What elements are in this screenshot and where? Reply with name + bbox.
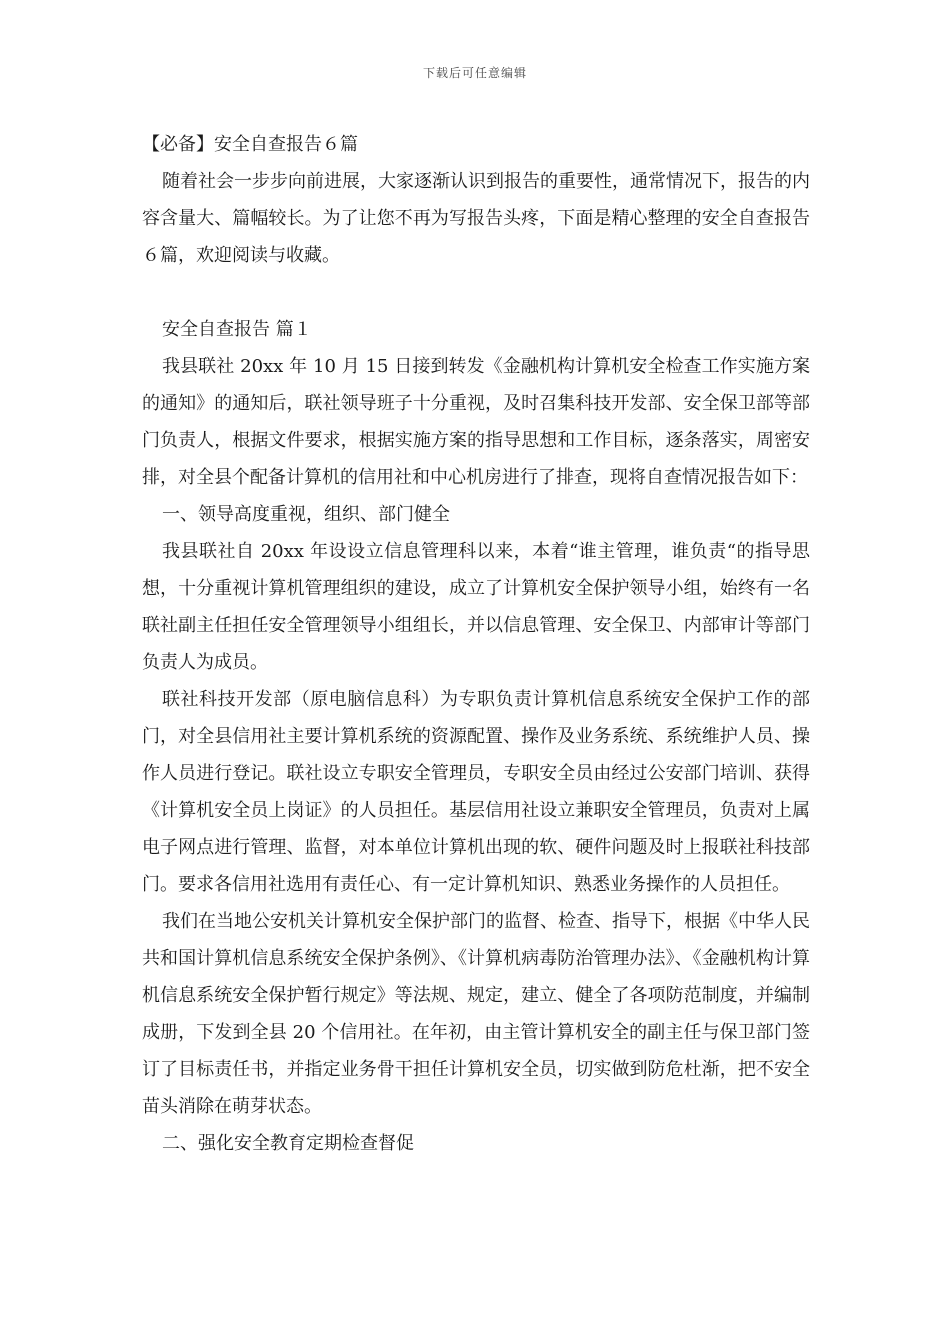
document-title: 【必备】安全自查报告６篇 <box>142 134 358 155</box>
document-body <box>142 126 810 1162</box>
paragraph-1: 我县联社 20xx 年 10 月 15 日接到转发《金融机构计算机安全检查工作实施方案的通知》的通知后，联社领导班子十分重视，及时召集科技开发部、安全保卫部等部门负责人，根据文件要求，根据实施方案的指导思想和工作目标，逐条落实，周密安排，对全县个配备计算机的信用社和中心机房进行了排查，现将自查情况报告如下： <box>142 356 810 488</box>
section-title: 安全自查报告 篇１ <box>162 319 312 340</box>
heading-1: 一、领导高度重视，组织、部门健全 <box>162 504 450 525</box>
paragraph-3: 联社科技开发部（原电脑信息科）为专职负责计算机信息系统安全保护工作的部门，对全县信用社主要计算机系统的资源配置、操作及业务系统、系统维护人员、操作人员进行登记。联社设立专职安全管理员，专职安全员由经过公安部门培训、获得《计算机安全员上岗证》的人员担任。基层信用社设立兼职安全管理员，负责对上属电子网点进行管理、监督，对本单位计算机出现的软、硬件问题及时上报联社科技部门。要求各信用社选用有责任心、有一定计算机知识、熟悉业务操作的人员担任。 <box>142 689 810 895</box>
paragraph-spacer <box>142 274 810 311</box>
heading-2: 二、强化安全教育定期检查督促 <box>162 1133 414 1154</box>
page-header-note: 下载后可任意编辑 <box>422 66 527 80</box>
paragraph-4: 我们在当地公安机关计算机安全保护部门的监督、检查、指导下，根据《中华人民共和国计算机信息系统安全保护条例》、《计算机病毒防治管理办法》、《金融机构计算机信息系统安全保护暂行规定》等法规、规定，建立、健全了各项防范制度，并编制成册，下发到全县 20 个信用社。在年初，由主管计算机安全的副主任与保卫部门签订了目标责任书，并指定业务骨干担任计算机安全员，切实做到防危杜渐，把不安全苗头消除在萌芽状态。 <box>142 911 810 1117</box>
intro-paragraph: 随着社会一步步向前进展，大家逐渐认识到报告的重要性，通常情况下，报告的内容含量大、篇幅较长。为了让您不再为写报告头疼，下面是精心整理的安全自查报告６篇，欢迎阅读与收藏。 <box>142 171 810 266</box>
paragraph-2: 我县联社自 20xx 年设设立信息管理科以来，本着“谁主管理，谁负责“的指导思想，十分重视计算机管理组织的建设，成立了计算机安全保护领导小组，始终有一名联社副主任担任安全管理领导小组组长，并以信息管理、安全保卫、内部审计等部门负责人为成员。 <box>142 541 810 673</box>
